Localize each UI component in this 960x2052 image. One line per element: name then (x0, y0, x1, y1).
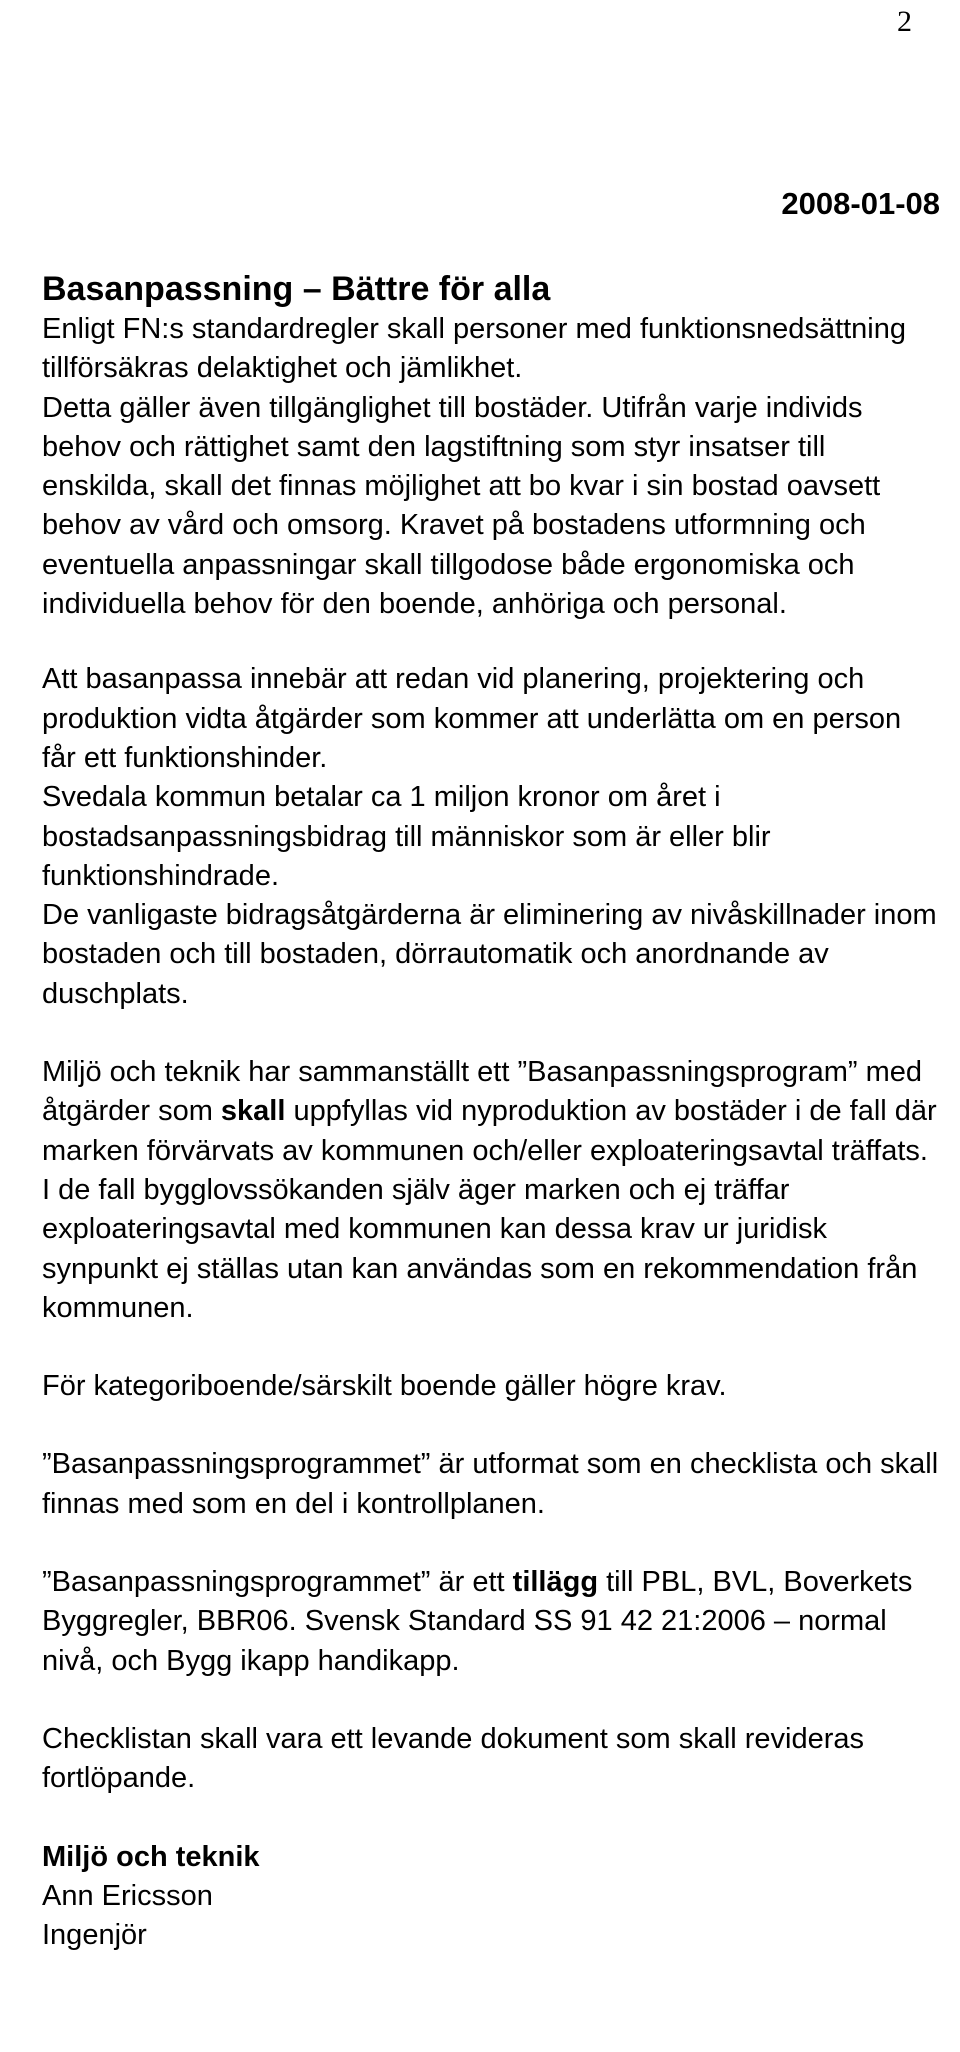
tillagg-text-pre: ”Basanpassningsprogrammet” är ett (42, 1566, 513, 1599)
kategoriboende-paragraph: För kategoriboende/särskilt boende gäller högre krav. (42, 1370, 727, 1403)
basanpassa-paragraph: Att basanpassa innebär att redan vid planering, projektering och produktion vidta åtgärder som kommer att underlätta om en person får ett funktionshinder. (42, 663, 902, 774)
program-text-post: uppfyllas vid nyproduktion av bostäder i de fall där marken förvärvats av kommunen och/eller exploateringsavtal träffats. (42, 1095, 937, 1167)
tillagg-text-bold: tillägg (512, 1566, 599, 1599)
atgarder-paragraph: De vanligaste bidragsåtgärderna är eliminering av nivåskillnader inom bostaden och till bostaden, dörrautomatik och anordnande av duschplats. (42, 899, 937, 1010)
revidering-paragraph: Checklistan skall vara ett levande dokument som skall revideras fortlöpande. (42, 1722, 865, 1795)
document-body (42, 268, 942, 1955)
bygglov-paragraph: I de fall bygglovssökanden själv äger marken och ej träffar exploateringsavtal med kommunen kan dessa krav ur juridisk synpunkt ej ställas utan kan användas som en rekommendation från kommunen. (42, 1173, 918, 1324)
program-paragraph (42, 1053, 942, 1171)
document-date: 2008-01-08 (781, 186, 940, 221)
intro-paragraph-1: Enligt FN:s standardregler skall personer med funktionsnedsättning tillförsäkras delaktighet och jämlikhet. (42, 313, 907, 385)
program-text-pre: Miljö och teknik har sammanställt ett ”Basanpassningsprogram” med åtgärder som (42, 1056, 923, 1128)
signature-block (42, 1838, 942, 1956)
signature-organization: Miljö och teknik (42, 1840, 260, 1873)
tillagg-text-post: till PBL, BVL, Boverkets Byggregler, BBR06. Svensk Standard SS 91 42 21:2006 – normal nivå, och Bygg ikapp handikapp. (42, 1566, 913, 1677)
intro-paragraph-2: Detta gäller även tillgänglighet till bostäder. Utifrån varje individs behov och rättighet samt den lagstiftning som styr insatser till enskilda, skall det finnas möjlighet att bo kvar i sin bostad oavsett behov av vård och omsorg. Kravet på bostadens utformning och eventuella anpassningar skall tillgodose både ergonomiska och individuella behov för den boende, anhöriga och personal. (42, 391, 881, 621)
signature-role: Ingenjör (42, 1919, 147, 1952)
document-title: Basanpassning – Bättre för alla (42, 270, 551, 308)
bidrag-paragraph: Svedala kommun betalar ca 1 miljon kronor om året i bostadsanpassningsbidrag till människor som är eller blir funktionshindrade. (42, 781, 771, 892)
signature-name: Ann Ericsson (42, 1879, 213, 1912)
tillagg-paragraph (42, 1563, 942, 1681)
program-text-bold: skall (220, 1095, 286, 1128)
page-number: 2 (897, 5, 912, 38)
checklista-paragraph: ”Basanpassningsprogrammet” är utformat som en checklista och skall finnas med som en del i kontrollplanen. (42, 1448, 939, 1520)
